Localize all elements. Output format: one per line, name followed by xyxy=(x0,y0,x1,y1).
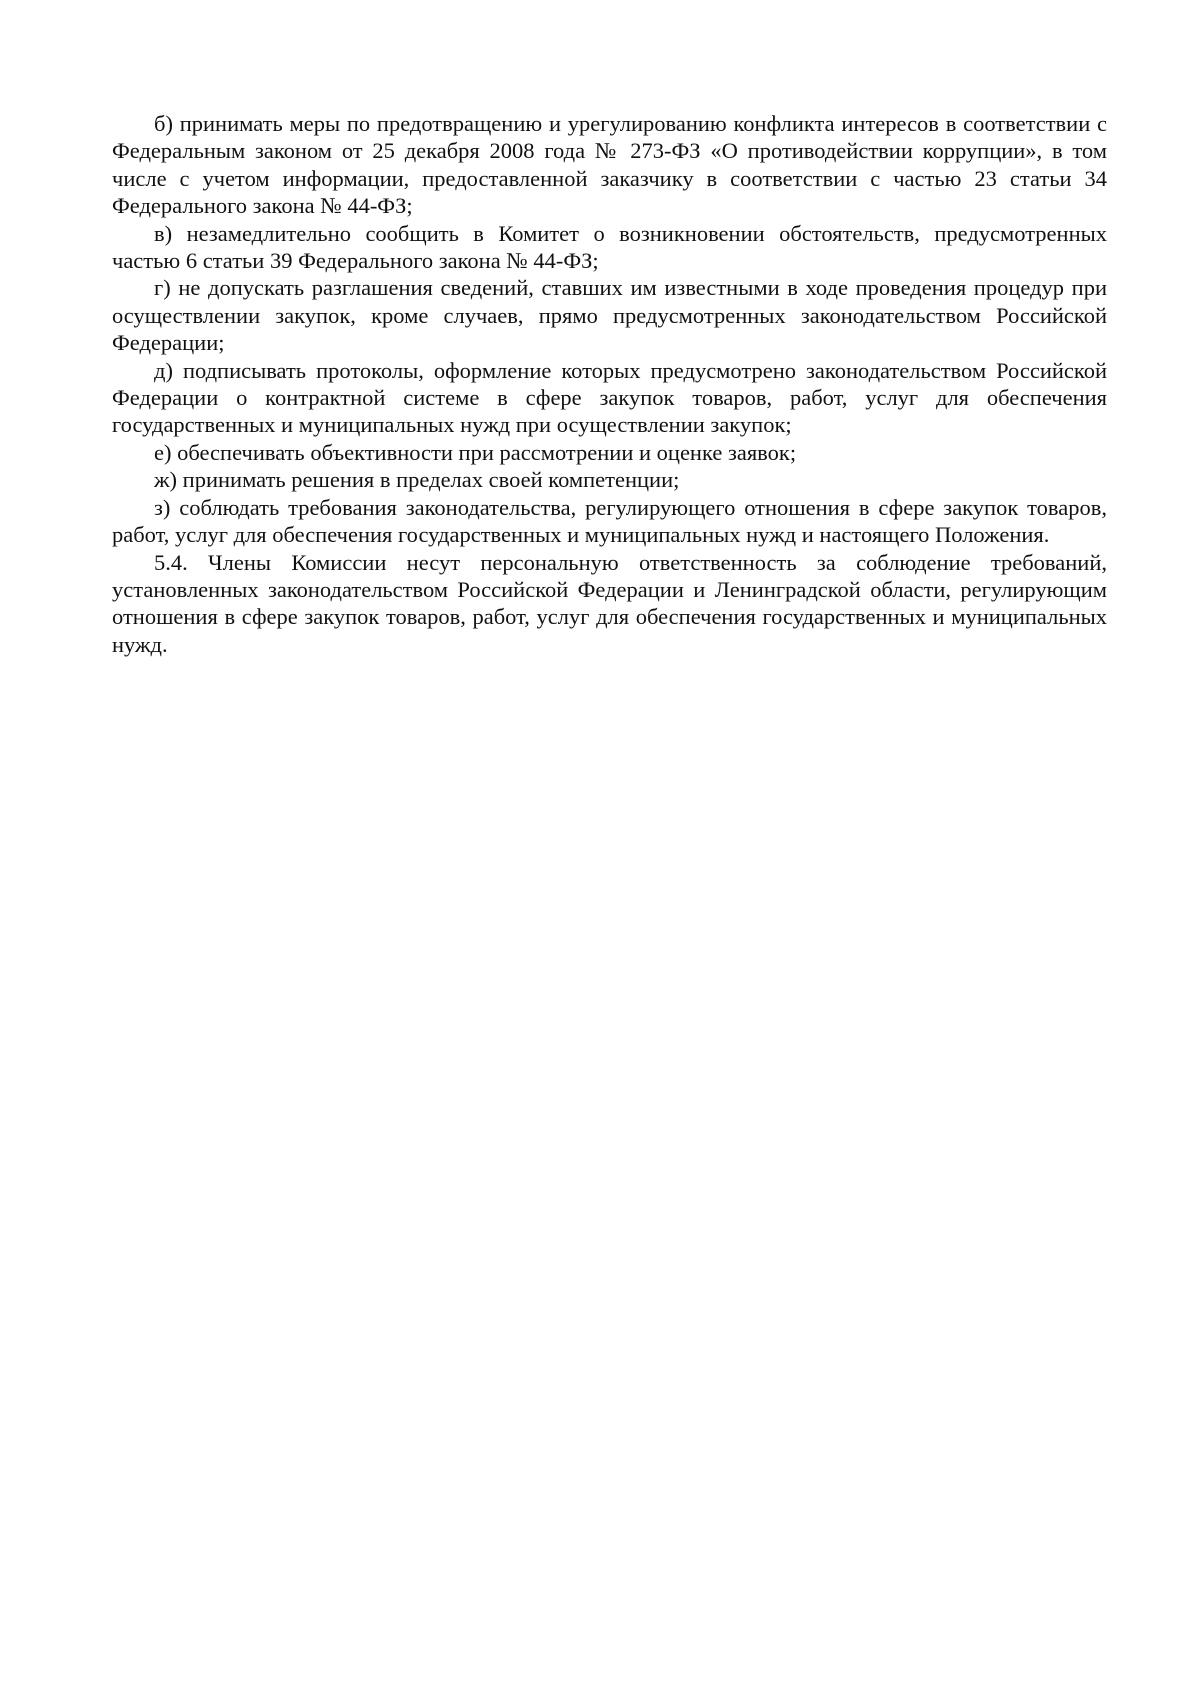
paragraph-v: в) незамедлительно сообщить в Комитет о возникновении обстоятельств, предусмотренных частью 6 статьи 39 Федерального закона № 44-ФЗ; xyxy=(112,220,1107,274)
paragraph-z: з) соблюдать требования законодательства, регулирующего отношения в сфере закупок товаров, работ, услуг для обеспечения государственных и муниципальных нужд и настоящего Положения. xyxy=(112,494,1107,548)
paragraph-e: е) обеспечивать объективности при рассмотрении и оценке заявок; xyxy=(154,439,797,465)
paragraph-d: д) подписывать протоколы, оформление которых предусмотрено законодательством Российской Федерации о контрактной системе в сфере закупок товаров, работ, услуг для обеспечения государственных и муниципальных нужд при осуществлении закупок; xyxy=(112,357,1107,438)
paragraph-zh: ж) принимать решения в пределах своей компетенции; xyxy=(154,467,680,493)
paragraph-b: б) принимать меры по предотвращению и урегулированию конфликта интересов в соответствии с Федеральным законом от 25 декабря 2008 года № 273-ФЗ «О противодействии коррупции», в том числе с учетом информации, предоставленной заказчику в соответствии с частью 23 статьи 34 Федерального закона № 44-ФЗ; xyxy=(112,111,1107,219)
paragraph-g: г) не допускать разглашения сведений, ставших им известными в ходе проведения процедур при осуществлении закупок, кроме случаев, прямо предусмотренных законодательством Российской Федерации; xyxy=(112,275,1107,356)
document-body xyxy=(112,110,1107,658)
paragraph-5-4: 5.4. Члены Комиссии несут персональную ответственность за соблюдение требований, установленных законодательством Российской Федерации и Ленинградской области, регулирующим отношения в сфере закупок товаров, работ, услуг для обеспечения государственных и муниципальных нужд. xyxy=(112,549,1107,657)
